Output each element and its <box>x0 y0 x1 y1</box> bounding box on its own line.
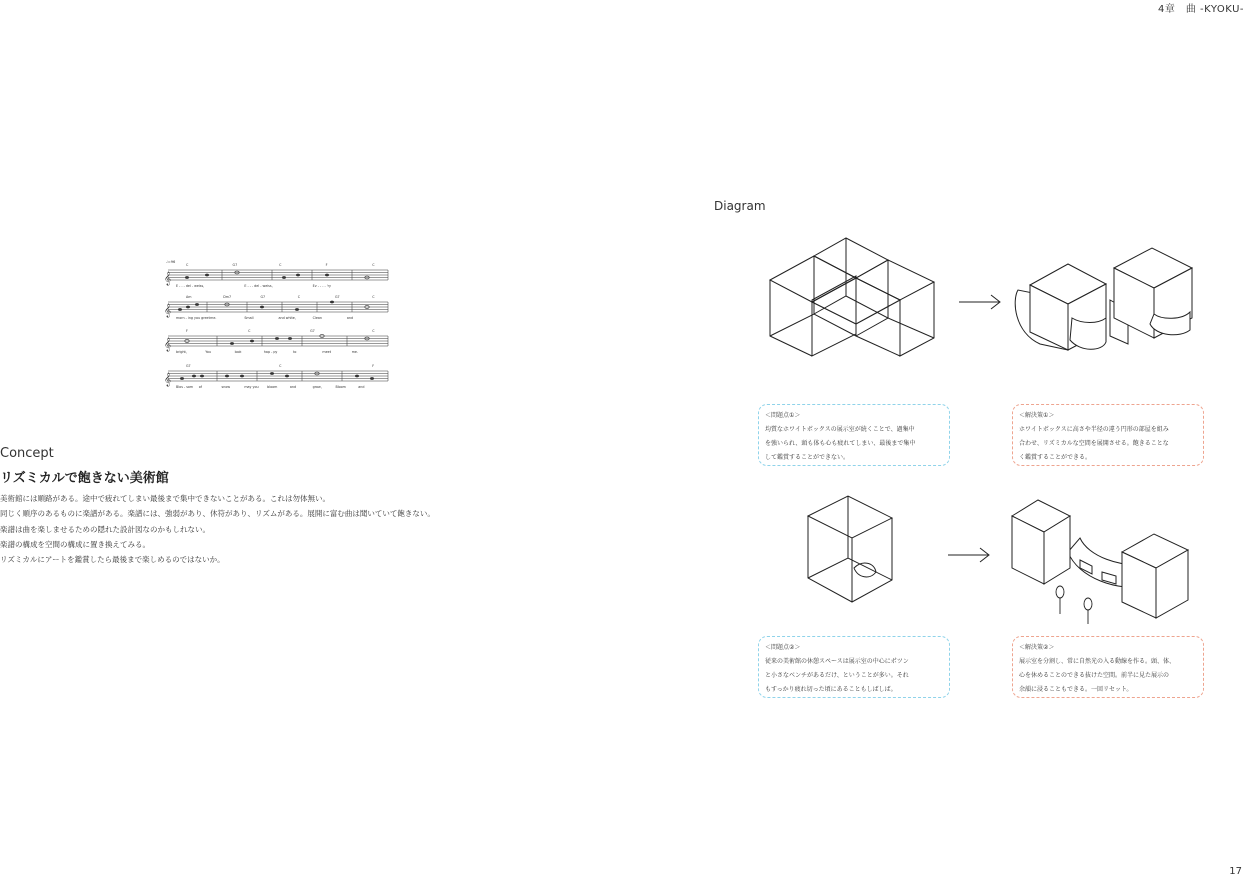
score-lyric: and white, <box>278 316 296 320</box>
concept-line: 美術館には順路がある。途中で疲れてしまい最後まで集中できないことがある。これは勿体無い。 <box>0 494 330 503</box>
score-chord: C <box>248 329 251 333</box>
score-lyric: You <box>205 350 211 354</box>
score-lyric: Small <box>244 316 254 320</box>
note-line: 余韻に浸ることもできる。一回リセット。 <box>1019 686 1133 693</box>
concept-line: 同じく順序のあるものに楽譜がある。楽譜には、強弱があり、休符があり、リズムがある。展開に富む曲は聞いていて飽きない。 <box>0 509 435 519</box>
score-lyric: and <box>358 385 365 389</box>
note-title: ＜問題点①＞ <box>765 412 801 419</box>
concept-body <box>0 491 520 567</box>
score-lyric: Bloom <box>335 385 346 389</box>
score-chord: C <box>279 364 282 368</box>
score-lyric: grow, <box>312 385 322 389</box>
score-chord: G7 <box>260 295 266 299</box>
rhythmic-rooms-figure <box>1010 240 1200 360</box>
score-lyric: me. <box>210 316 217 320</box>
note-line: 心を休めることのできる抜けた空間。前半に見た展示の <box>1019 672 1170 679</box>
concept-line: 楽譜の構成を空間の構成に置き換えてみる。 <box>0 539 150 549</box>
svg-text:𝄞: 𝄞 <box>164 303 172 317</box>
score-chord: G7 <box>334 295 340 299</box>
diagram-heading: Diagram <box>714 199 766 213</box>
score-lyric: look <box>234 350 242 354</box>
score-lyric: E - - - del - weiss, <box>176 284 205 288</box>
score-chord: C <box>372 329 375 333</box>
page-number: 17 <box>1229 866 1242 877</box>
staff-row-2 <box>168 302 388 312</box>
concept-heading: Concept <box>0 446 54 461</box>
score-chord: C <box>279 263 282 267</box>
single-box-figure <box>804 492 896 606</box>
score-lyric: and <box>346 316 354 320</box>
problem-note-1 <box>758 404 950 466</box>
score-lyric: bright, <box>176 350 187 354</box>
score-chord: C <box>372 295 375 299</box>
score-lyric: and <box>289 385 297 389</box>
note-line: を強いられ、頭も体も心も疲れてしまい、最後まで集中 <box>765 440 916 447</box>
score-chord: F <box>186 329 188 333</box>
score-chord: F <box>372 364 375 368</box>
note-line: く鑑賞することができる。 <box>1019 454 1092 461</box>
score-lyric: to <box>293 350 297 354</box>
note-line: ホワイトボックスに高さや半径の違う円形の部屋を組み <box>1019 426 1169 433</box>
concept-line: リズミカルにアートを鑑賞したら最後まで楽しめるのではないか。 <box>0 555 225 565</box>
score-lyric: Blos - som <box>176 385 194 389</box>
white-box-grid-figure <box>764 218 944 358</box>
svg-text:𝄞: 𝄞 <box>164 372 172 386</box>
note-line: 展示室を分割し、常に自然光の入る動線を作る。頭、体、 <box>1019 658 1176 665</box>
staff-row-1 <box>168 270 388 280</box>
score-chord: G7 <box>310 329 315 333</box>
score-chord: C <box>297 295 301 299</box>
score-lyric: Clean <box>312 316 323 320</box>
score-lyric: me. <box>351 350 359 354</box>
solution-note-1 <box>1012 404 1204 466</box>
score-chord: G7 <box>232 263 238 267</box>
score-tempo: ♩=96 <box>166 260 176 264</box>
score-lyric: Ev - - - - 'ry <box>312 284 331 288</box>
note-line: と小さなベンチがあるだけ、ということが多い。それ <box>765 672 909 679</box>
arrow-icon <box>946 546 992 564</box>
sheet-music-score <box>162 256 392 396</box>
score-chord: C <box>372 263 375 267</box>
note-title: ＜問題点②＞ <box>765 644 801 651</box>
note-line: 従来の美術館の休憩スペースは展示室の中心にポツン <box>765 658 909 665</box>
chapter-header: 4章 曲 -KYOKU- <box>1158 4 1244 15</box>
note-title: ＜解決策①＞ <box>1019 412 1055 419</box>
score-lyric: hap - py <box>263 350 278 354</box>
arrow-icon <box>957 293 1003 311</box>
note-title: ＜解決策②＞ <box>1019 644 1055 651</box>
svg-text:𝄞: 𝄞 <box>164 337 172 351</box>
note-line: 合わせ、リズミカルな空間を展開させる。飽きることな <box>1019 440 1169 447</box>
score-chord: G7 <box>186 364 191 368</box>
concept-line: 楽譜は曲を楽しませるための隠れた設計図なのかもしれない。 <box>0 524 210 534</box>
score-lyric: bloom <box>267 385 278 389</box>
score-lyric: morn - ing you greet <box>176 316 210 320</box>
treble-clef: 𝄞 <box>164 271 172 285</box>
note-line: 均質なホワイトボックスの展示室が続くことで、過集中 <box>765 426 915 433</box>
split-rooms-figure <box>1008 494 1204 624</box>
note-line: もすっかり疲れ切った頃にあることもしばしば。 <box>765 686 897 693</box>
score-lyric: E - - - del - weiss, <box>244 284 273 288</box>
score-lyric: meet <box>322 350 331 354</box>
solution-note-2 <box>1012 636 1204 698</box>
score-chord: F <box>325 263 328 267</box>
note-line: して鑑賞することができない。 <box>765 454 850 461</box>
concept-subtitle: リズミカルで飽きない美術館 <box>0 471 169 486</box>
score-lyric: snow <box>221 385 231 389</box>
score-lyric: may you <box>244 385 259 389</box>
score-lyric: of <box>198 385 202 389</box>
score-chord: C <box>186 263 189 267</box>
score-chord: Dm7 <box>223 295 232 299</box>
score-chord: Am <box>186 295 192 299</box>
problem-note-2 <box>758 636 950 698</box>
